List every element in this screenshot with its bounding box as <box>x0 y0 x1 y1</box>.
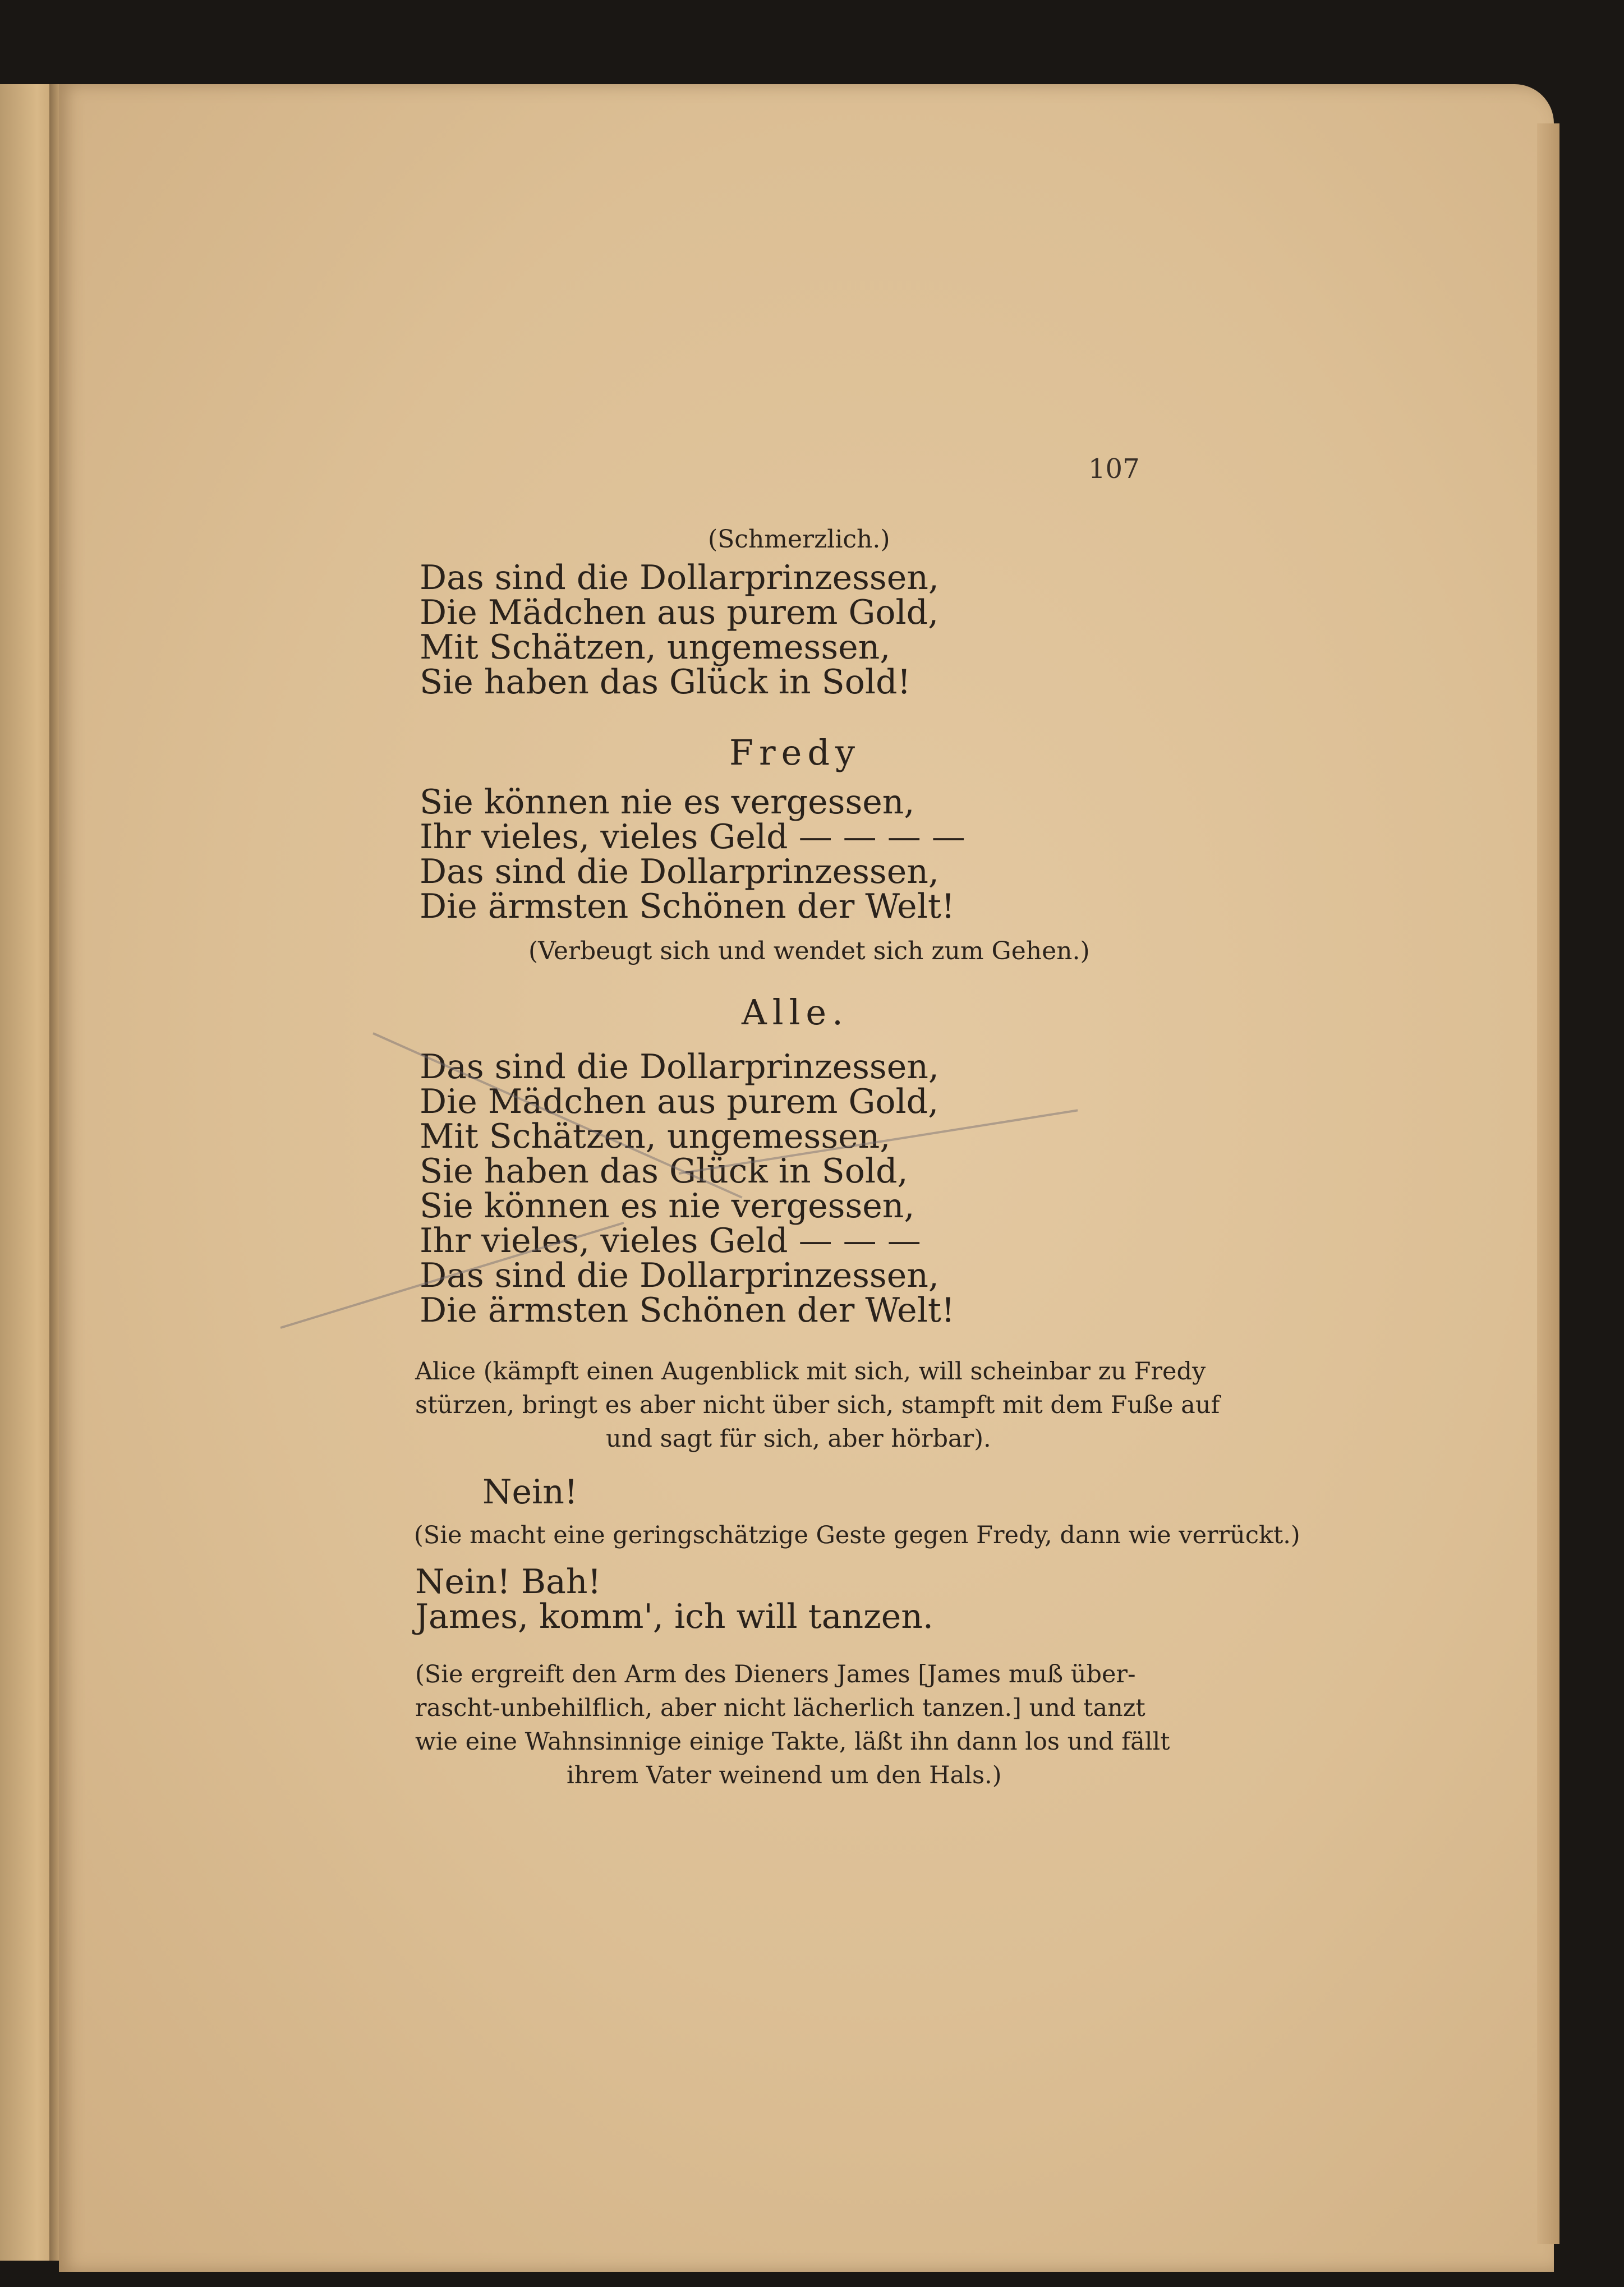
alice-direction-line-3: und sagt für sich, aber hörbar). <box>606 1425 991 1453</box>
verse-3-line-2: Die Mädchen aus purem Gold, <box>420 1082 939 1121</box>
page-edge-right <box>1537 123 1559 2244</box>
verse-3-line-1: Das sind die Dollarprinzessen, <box>420 1047 939 1087</box>
alice-direction-line-1: Alice (kämpft einen Augenblick mit sich, will scheinbar zu Fredy <box>415 1358 1206 1386</box>
line-nein-bah: Nein! Bah! <box>415 1562 601 1602</box>
final-direction-line-1: (Sie ergreift den Arm des Dieners James [James muß über- <box>415 1660 1136 1688</box>
verse-1-line-2: Die Mädchen aus purem Gold, <box>420 593 939 632</box>
page-number: 107 <box>1088 453 1140 485</box>
verse-3-line-5: Sie können es nie vergessen, <box>420 1186 915 1226</box>
verse-3-line-3: Mit Schätzen, ungemessen, <box>420 1117 891 1156</box>
left-page-edge <box>0 84 53 2261</box>
verse-2-line-1: Sie können nie es vergessen, <box>420 783 915 822</box>
verse-2-line-4: Die ärmsten Schönen der Welt! <box>420 887 955 926</box>
line-nein: Nein! <box>482 1472 578 1512</box>
verse-1-line-4: Sie haben das Glück in Sold! <box>420 662 911 702</box>
verse-3-line-4: Sie haben das Glück in Sold, <box>420 1152 908 1191</box>
stage-direction-schmerzlich: (Schmerzlich.) <box>708 525 890 554</box>
line-james: James, komm', ich will tanzen. <box>415 1597 933 1636</box>
verse-2-line-3: Das sind die Dollarprinzessen, <box>420 852 939 891</box>
stage-direction-geste: (Sie macht eine geringschätzige Geste gegen Fredy, dann wie verrückt.) <box>414 1521 1300 1549</box>
speaker-alle: Alle. <box>742 992 849 1033</box>
stage-direction-verbeugt: (Verbeugt sich und wendet sich zum Gehen.) <box>528 937 1090 965</box>
final-direction-line-2: rascht-unbehilflich, aber nicht lächerlich tanzen.] und tanzt <box>415 1694 1145 1722</box>
speaker-fredy: Fredy <box>729 732 861 773</box>
final-direction-line-4: ihrem Vater weinend um den Hals.) <box>567 1761 1002 1789</box>
final-direction-line-3: wie eine Wahnsinnige einige Takte, läßt ihn dann los und fällt <box>415 1728 1170 1756</box>
verse-1-line-1: Das sind die Dollarprinzessen, <box>420 558 939 597</box>
verse-2-line-2: Ihr vieles, vieles Geld — — — — <box>420 817 965 857</box>
verse-1-line-3: Mit Schätzen, ungemessen, <box>420 628 891 667</box>
verse-3-line-8: Die ärmsten Schönen der Welt! <box>420 1291 955 1330</box>
alice-direction-line-2: stürzen, bringt es aber nicht über sich, stampft mit dem Fuße auf <box>415 1391 1220 1419</box>
verse-3-line-7: Das sind die Dollarprinzessen, <box>420 1256 939 1295</box>
verse-3-line-6: Ihr vieles, vieles Geld — — — <box>420 1221 921 1260</box>
